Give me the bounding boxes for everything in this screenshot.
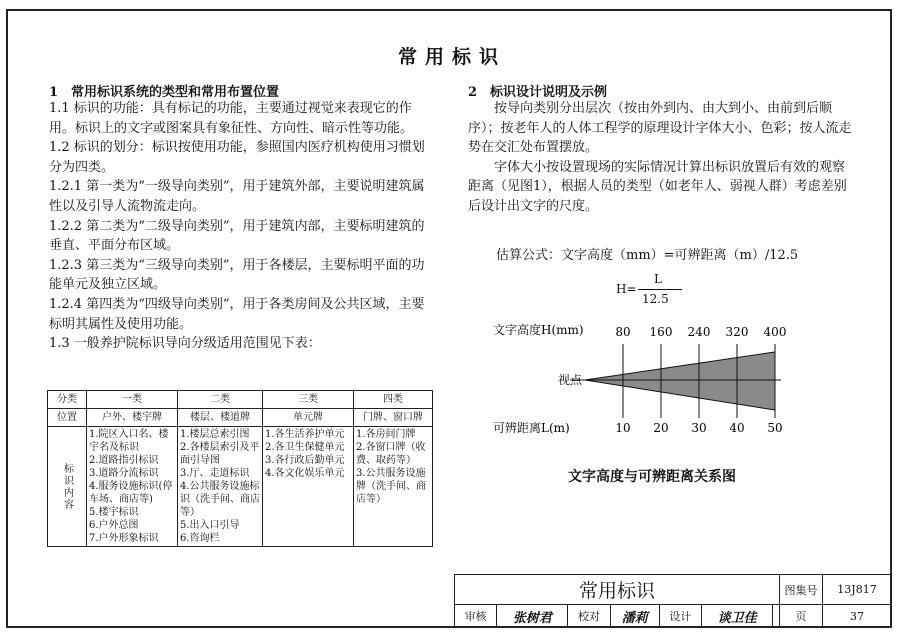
table-header-cell: 二类 xyxy=(178,391,263,409)
para-1-2: 1.2 标识的划分：标识按使用功能，参照国内医疗机构使用习惯划分为四类。 xyxy=(49,140,425,175)
para-1-2-3: 1.2.3 第三类为“三级导向类别”，用于各楼层，主要标明平面的功能单元及独立区域。 xyxy=(49,257,425,293)
list-item: 1.各生活养护单元 xyxy=(265,429,345,440)
bottom-tick-label: 20 xyxy=(653,421,669,435)
formula-numerator: L xyxy=(654,272,662,286)
table-cell: 单元牌 xyxy=(263,409,354,427)
list-item: 5.楼宇标识 xyxy=(89,507,139,518)
list-item: 3.公共服务设施牌（洗手间、商店等） xyxy=(356,468,426,505)
para-1-2-1: 1.2.1 第一类为“一级导向类别”，用于建筑外部，主要说明建筑属性以及引导人流物流走向。 xyxy=(49,179,425,214)
list-item: 6.咨询栏 xyxy=(180,533,220,544)
table-cell: 户外、楼宇牌 xyxy=(87,409,178,427)
list-item: 2.各窗口牌（收费、取药等） xyxy=(356,442,426,466)
titleblock-check-label: 校对 xyxy=(568,605,610,628)
top-tick-label: 160 xyxy=(649,325,673,339)
formula-text: 估算公式：文字高度（mm）=可辨距离（m）/12.5 xyxy=(496,248,799,263)
table-cell-col3 xyxy=(263,427,354,547)
bottom-tick-label: 30 xyxy=(691,421,707,435)
table-cell: 楼层、楼道牌 xyxy=(178,409,263,427)
top-tick-label: 320 xyxy=(725,325,749,339)
titleblock-atlas-no: 13J817 xyxy=(823,575,892,605)
list-item: 4.公共服务设施标识（洗手间、商店等） xyxy=(180,481,260,518)
list-item: 7.户外形象标识 xyxy=(89,533,159,544)
para-2-1: 按导向类别分出层次（按由外到内、由大到小、由前到后顺序）；按老年人的人体工程学的原理设计字体大小、色彩；按人流走势在交汇处布置摆放。 xyxy=(468,101,852,156)
list-item: 2.各楼层索引及平面引导图 xyxy=(180,442,260,466)
table-cell-col2 xyxy=(178,427,263,547)
table-row-content xyxy=(48,427,433,547)
titleblock-page-no: 37 xyxy=(823,605,892,628)
formula-lhs: H= xyxy=(616,282,637,296)
list-item: 4.服务设施标识(停车场、商店等) xyxy=(89,481,173,505)
titleblock-name: 常用标识 xyxy=(455,575,780,605)
top-tick-label: 400 xyxy=(763,325,787,339)
table-header-cell: 四类 xyxy=(354,391,433,409)
diagram-lines xyxy=(570,344,781,418)
top-tick-label: 80 xyxy=(615,325,631,339)
titleblock-checker: 潘莉 xyxy=(610,605,659,628)
list-item: 6.户外总图 xyxy=(89,520,139,531)
bottom-tick-label: 10 xyxy=(615,421,631,435)
grading-table xyxy=(47,390,433,547)
top-axis-label: 文字高度H(mm) xyxy=(493,323,584,337)
titleblock-reviewer: 张树君 xyxy=(497,605,568,628)
list-item: 3.道路分流标识 xyxy=(89,468,159,479)
section1-body xyxy=(49,99,435,354)
list-item: 1.楼层总索引图 xyxy=(180,429,250,440)
title-block xyxy=(454,574,892,628)
bottom-tick-label: 40 xyxy=(729,421,745,435)
titleblock-design-label: 设计 xyxy=(659,605,701,628)
section2-body xyxy=(468,99,854,217)
section1-heading: 1 常用标识系统的类型和常用布置位置 xyxy=(49,85,280,100)
bottom-tick-label: 50 xyxy=(767,421,783,435)
table-header-cell: 一类 xyxy=(87,391,178,409)
para-1-1: 1.1 标识的功能：具有标记的功能，主要通过视觉来表现它的作用。标识上的文字或图案具有象征性、方向性、暗示性等功能。 xyxy=(49,101,414,136)
formula-denominator: 12.5 xyxy=(642,292,669,306)
titleblock-atlas-label: 图集号 xyxy=(780,575,823,605)
section2-heading: 2 标识设计说明及示例 xyxy=(468,85,608,100)
table-cell-col1 xyxy=(87,427,178,547)
titleblock-page-label: 页 xyxy=(780,605,823,628)
table-header-row xyxy=(48,391,433,409)
para-1-2-2: 1.2.2 第二类为“二级导向类别”，用于建筑内部，主要标明建筑的垂直、平面分布区域。 xyxy=(49,218,425,254)
table-cell-content-label: 标识内容 xyxy=(48,427,87,547)
origin-label: 视点 xyxy=(558,373,583,387)
sight-cone xyxy=(585,352,775,410)
table-row-position xyxy=(48,409,433,427)
top-tick-label: 240 xyxy=(687,325,711,339)
list-item: 1.院区入口名、楼宇名及标识 xyxy=(89,429,169,453)
list-item: 5.出入口引导 xyxy=(180,520,240,531)
table-cell: 位置 xyxy=(48,409,87,427)
table-cell-col4 xyxy=(354,427,433,547)
table-header-cell: 三类 xyxy=(263,391,354,409)
list-item: 2.各卫生保健单元 xyxy=(265,442,345,453)
list-item: 1.各房间门牌 xyxy=(356,429,416,440)
list-item: 2.道路指引标识 xyxy=(89,455,159,466)
page-title: 常用标识 xyxy=(397,46,506,68)
distance-diagram xyxy=(490,318,800,468)
para-2-2: 字体大小按设置现场的实际情况计算出标识放置后有效的观察距离（见图1），根据人员的类型（如老年人、弱视人群）考虑差别后设计出文字的尺度。 xyxy=(468,159,847,214)
para-1-3: 1.3 一般养护院标识导向分级适用范围见下表： xyxy=(49,336,321,352)
titleblock-designer: 谈卫佳 xyxy=(702,605,773,628)
list-item: 4.各文化娱乐单元 xyxy=(265,468,345,479)
list-item: 3.各行政后勤单元 xyxy=(265,455,345,466)
table-header-cell: 分类 xyxy=(48,391,87,409)
list-item: 3.厅、走道标识 xyxy=(180,468,250,479)
diagram-caption: 文字高度与可辨距离关系图 xyxy=(568,469,736,485)
para-1-2-4: 1.2.4 第四类为“四级导向类别”，用于各类房间及公共区域，主要标明其属性及使用功能。 xyxy=(49,296,425,332)
titleblock-review-label: 审核 xyxy=(455,605,497,628)
bottom-axis-label: 可辨距离L(m) xyxy=(493,421,570,435)
table-cell: 门牌、窗口牌 xyxy=(354,409,433,427)
